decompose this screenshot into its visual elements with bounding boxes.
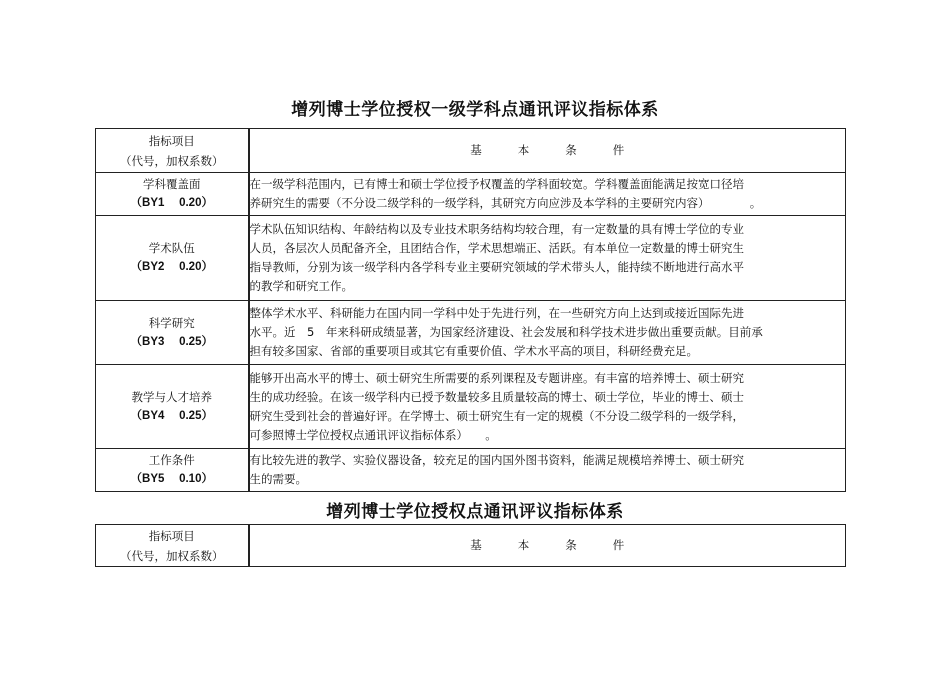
indicator-cell (96, 301, 249, 365)
header-conditions-char: 基 (470, 143, 482, 157)
indicator-cell (96, 216, 249, 301)
condition-cell (249, 216, 846, 301)
indicator-name: 教学与人才培养 (131, 389, 212, 404)
header-conditions-char: 基 (470, 538, 482, 552)
condition-line: 的教学和研究工作。 (249, 279, 353, 293)
indicator-name: 学科覆盖面 (143, 177, 201, 191)
table-row (96, 301, 846, 365)
header-conditions-char: 件 (612, 538, 625, 552)
condition-cell (249, 449, 846, 492)
header-indicator-label: 指标项目 (148, 528, 195, 543)
header-indicator-cell (96, 525, 249, 567)
header-indicator-sublabel: （代号，加权系数） (120, 153, 224, 168)
indicator-code: （BY1 0.20） (130, 197, 213, 209)
criteria-table-secondary (95, 524, 846, 567)
condition-line: 能够开出高水平的博士、硕士研究生所需要的系列课程及专题讲座。有丰富的培养博士、硕士研究 (249, 370, 744, 385)
condition-cell (249, 365, 846, 449)
condition-line: 养研究生的需要（不分设二级学科的一级学科，其研究方向应涉及本学科的主要研究内容） 。 (249, 196, 762, 210)
table-row (96, 173, 846, 216)
condition-line: 生的成功经验。在该一级学科内已授予数量较多且质量较高的博士、硕士学位，毕业的博士、硕士 (249, 389, 744, 404)
indicator-name: 科学研究 (148, 315, 195, 330)
table-row (96, 365, 846, 449)
header-conditions-char: 本 (517, 538, 530, 552)
criteria-table-primary (95, 128, 846, 492)
condition-line: 在一级学科范围内，已有博士和硕士学位授予权覆盖的学科面较宽。学科覆盖面能满足按宽口径培 (249, 177, 744, 191)
header-indicator-label: 指标项目 (148, 133, 195, 148)
condition-line: 生的需要。 (249, 472, 307, 486)
table-row (96, 449, 846, 492)
condition-line: 研究生受到社会的普遍好评。在学博士、硕士研究生有一定的规模（不分设二级学科的一级学科， (249, 408, 744, 423)
header-conditions-cell (249, 525, 846, 567)
header-conditions-char: 件 (612, 143, 625, 157)
header-conditions-char: 条 (565, 143, 577, 157)
header-indicator-cell (96, 129, 249, 173)
page-title-secondary: 增列博士学位授权点通讯评议指标体系 (326, 502, 624, 522)
indicator-code: （BY3 0.25） (130, 335, 213, 348)
indicator-cell (96, 449, 249, 492)
page-title-primary: 增列博士学位授权一级学科点通讯评议指标体系 (291, 100, 659, 120)
indicator-code: （BY2 0.20） (130, 261, 213, 273)
indicator-code: （BY4 0.25） (130, 409, 213, 422)
condition-line: 可参照博士学位授权点通讯评议指标体系） 。 (249, 427, 497, 442)
condition-cell (249, 301, 846, 365)
table-header-row (96, 129, 846, 173)
condition-line: 水平。近 5 年来科研成绩显著，为国家经济建设、社会发展和科学技术进步做出重要贡献。目前承 (249, 325, 763, 339)
table-row (96, 216, 846, 301)
condition-line: 整体学术水平、科研能力在国内同一学科中处于先进行列，在一些研究方向上达到或接近国际先进 (249, 306, 744, 320)
condition-cell (249, 173, 846, 216)
indicator-name: 学术队伍 (148, 241, 195, 255)
header-conditions-char: 条 (565, 538, 577, 552)
condition-line: 担有较多国家、省部的重要项目或其它有重要价值、学术水平高的项目，科研经费充足。 (249, 344, 698, 358)
table-header-row (96, 525, 846, 567)
condition-line: 指导教师，分别为该一级学科内各学科专业主要研究领域的学术带头人，能持续不断地进行高水平 (249, 260, 744, 274)
header-conditions-cell (249, 129, 846, 173)
condition-line: 有比较先进的教学、实验仪器设备，较充足的国内国外图书资料，能满足规模培养博士、硕士研究 (249, 453, 744, 467)
condition-line: 学术队伍知识结构、年龄结构以及专业技术职务结构均较合理，有一定数量的具有博士学位的专业 (249, 222, 744, 236)
header-conditions-char: 本 (517, 143, 530, 157)
indicator-name: 工作条件 (148, 453, 195, 467)
indicator-cell (96, 173, 249, 216)
condition-line: 人员，各层次人员配备齐全，且团结合作，学术思想端正、活跃。有本单位一定数量的博士研究生 (249, 241, 744, 255)
indicator-cell (96, 365, 249, 449)
indicator-code: （BY5 0.10） (130, 473, 213, 485)
header-indicator-sublabel: （代号，加权系数） (120, 548, 224, 563)
